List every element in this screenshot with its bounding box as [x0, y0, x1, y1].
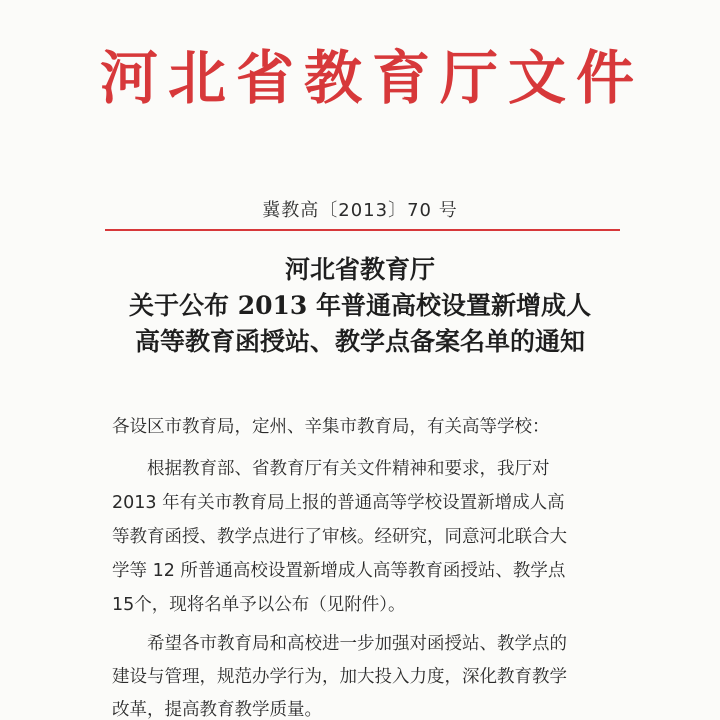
paragraph-2-line-3: 改革，提高教育教学质量。 [112, 700, 322, 720]
document-title [0, 252, 720, 360]
title-line-2: 关于公布 2013 年普通高校设置新增成人 [129, 291, 591, 320]
paragraph-1-line-4: 学等 12 所普通高校设置新增成人高等教育函授站、教学点 [112, 561, 566, 581]
paragraph-2-line-1: 希望各市教育局和高校进一步加强对函授站、教学点的 [147, 634, 567, 654]
title-line-3: 高等教育函授站、教学点备案名单的通知 [134, 327, 585, 356]
salutation: 各设区市教育局，定州、辛集市教育局，有关高等学校： [112, 417, 550, 437]
paragraph-1-line-3: 等教育函授、教学点进行了审核。经研究，同意河北联合大 [112, 527, 567, 547]
paragraph-1-line-2: 2013 年有关市教育局上报的普通高等学校设置新增成人高 [112, 493, 565, 513]
red-divider [105, 229, 620, 231]
paragraph-2-line-2: 建设与管理，规范办学行为，加大投入力度，深化教育教学 [112, 667, 567, 687]
paragraph-1-line-1: 根据教育部、省教育厅有关文件精神和要求，我厅对 [147, 459, 550, 479]
paragraph-1-line-5: 15个，现将名单予以公布（见附件）。 [112, 595, 406, 615]
document-number: 冀教高〔2013〕70 号 [262, 200, 458, 221]
title-line-1: 河北省教育厅 [284, 255, 435, 284]
issuer-header: 河北省教育厅文件 [100, 44, 645, 112]
